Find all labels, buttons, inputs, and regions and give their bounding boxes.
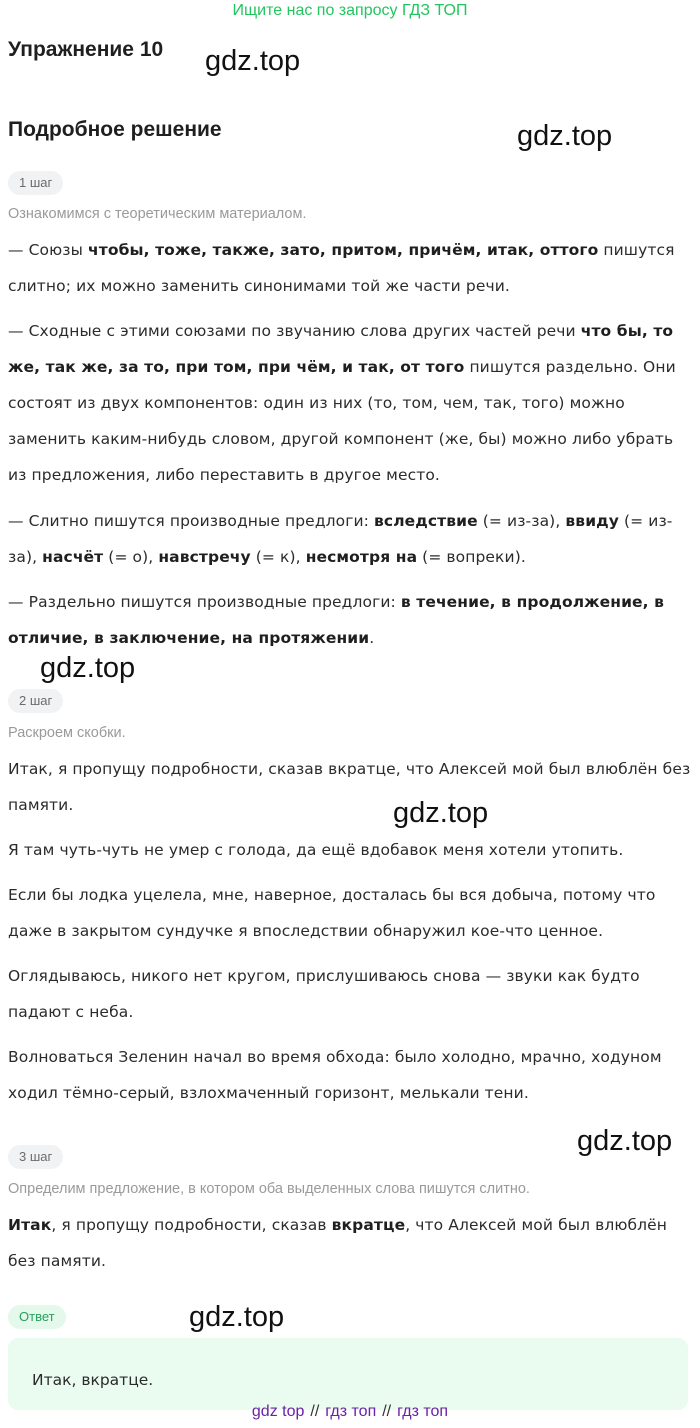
bold-term: в течение, в продолжение, в отличие, в заключение, на протяжении: [8, 593, 665, 647]
watermark: gdz.top: [577, 1125, 673, 1157]
answer-box: [8, 1338, 688, 1410]
footer-link[interactable]: гдз топ: [325, 1403, 377, 1420]
bold-term: навстречу: [158, 548, 251, 566]
step-hint: Ознакомимся с теоретическим материалом.: [8, 206, 307, 222]
step-badge: 2 шаг: [8, 689, 63, 713]
bold-term: вследствие: [374, 512, 478, 530]
theory-paragraph: — Слитно пишутся производные предлоги: вследствие (= из-за), ввиду (= из-за), насчёт (= о), навстречу (= к), несмотря на (= вопреки).: [8, 512, 673, 566]
theory-paragraph: — Раздельно пишутся производные предлоги: в течение, в продолжение, в отличие, в заключение, на протяжении.: [8, 593, 665, 647]
bold-term: Итак: [8, 1216, 52, 1234]
answer-badge: Ответ: [8, 1305, 66, 1329]
bold-term: что бы, то же, так же, за то, при том, при чём, и так, от того: [8, 322, 674, 376]
watermark: gdz.top: [205, 45, 301, 77]
sentence-paragraph: Оглядываюсь, никого нет кругом, прислушиваюсь снова — звуки как будто падают с неба.: [8, 967, 640, 1021]
bold-term: несмотря на: [305, 548, 418, 566]
watermark: gdz.top: [517, 120, 613, 152]
answer-text: Итак, вкратце.: [32, 1371, 154, 1389]
bold-term: ввиду: [565, 512, 619, 530]
bold-term: вкратце: [331, 1216, 406, 1234]
step-badge: 3 шаг: [8, 1145, 63, 1169]
sentence-paragraph: Итак, я пропущу подробности, сказав вкратце, что Алексей мой был влюблён без памяти.: [8, 760, 691, 814]
step-hint: Определим предложение, в котором оба выделенных слова пишутся слитно.: [8, 1181, 530, 1197]
sentence-paragraph: Если бы лодка уцелела, мне, наверное, досталась бы вся добыча, потому что даже в закрытом сундучке я впоследствии обнаружил кое-что ценное.: [8, 886, 656, 940]
bold-term: насчёт: [42, 548, 104, 566]
footer-link[interactable]: gdz top: [251, 1403, 305, 1420]
bold-term: чтобы, тоже, также, зато, притом, причём, итак, оттого: [88, 241, 599, 259]
step-badge: 1 шаг: [8, 171, 63, 195]
footer-links: [0, 1403, 700, 1421]
watermark: gdz.top: [393, 797, 489, 829]
footer-separator: //: [310, 1403, 320, 1420]
result-paragraph: Итак, я пропущу подробности, сказав вкратце, что Алексей мой был влюблён без памяти.: [8, 1216, 668, 1270]
step-hint: Раскроем скобки.: [8, 725, 126, 741]
sentence-paragraph: Я там чуть-чуть не умер с голода, да ещё вдобавок меня хотели утопить.: [8, 841, 624, 859]
theory-paragraph: — Сходные с этими союзами по звучанию слова других частей речи что бы, то же, так же, за то, при том, при чём, и так, от того пишутся раздельно. Они состоят из двух компонентов: один из них (то, том, чем, так, того) можно заменить каким-нибудь словом, другой компонент (же, бы) можно либо убрать из предложения, либо переставить в другое место.: [8, 322, 676, 484]
exercise-title: Упражнение 10: [8, 38, 164, 61]
solution-title: Подробное решение: [8, 118, 222, 141]
sentence-paragraph: Волноваться Зеленин начал во время обхода: было холодно, мрачно, ходуном ходил тёмно-серый, взлохмаченный горизонт, мелькали тени.: [8, 1048, 662, 1102]
theory-paragraph: — Союзы чтобы, тоже, также, зато, притом, причём, итак, оттого пишутся слитно; их можно заменить синонимами той же части речи.: [8, 241, 675, 295]
footer-separator: //: [382, 1403, 392, 1420]
top-banner[interactable]: Ищите нас по запросу ГДЗ ТОП: [232, 2, 468, 19]
footer-link[interactable]: гдз топ: [397, 1403, 449, 1420]
watermark: gdz.top: [40, 652, 136, 684]
watermark: gdz.top: [189, 1301, 285, 1333]
